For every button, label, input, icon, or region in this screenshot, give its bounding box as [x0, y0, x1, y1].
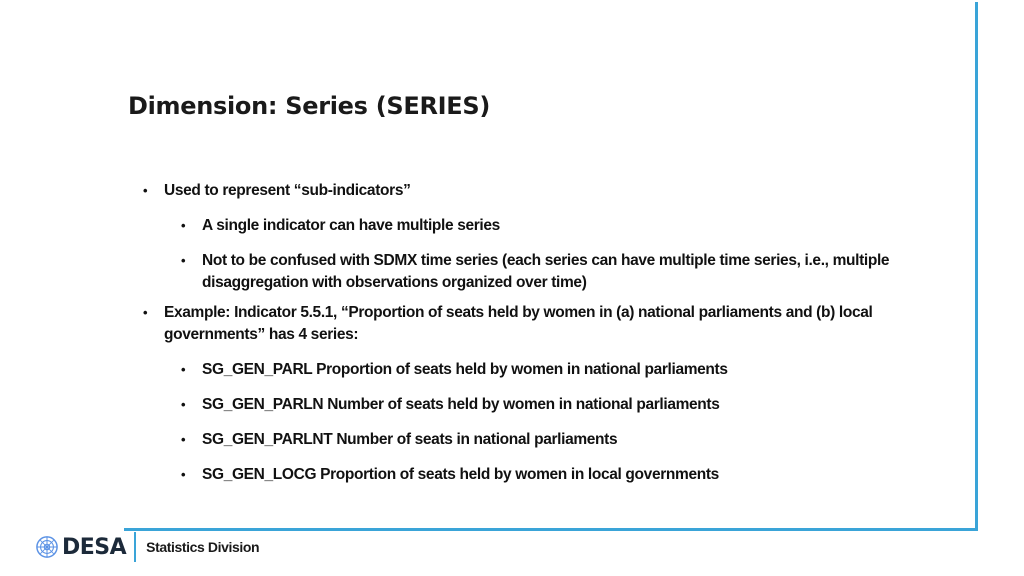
frame-line-bottom — [124, 528, 978, 531]
bullet-marker: • — [143, 305, 148, 320]
un-emblem-icon — [36, 536, 58, 558]
footer-divider — [134, 532, 136, 562]
bullet-marker: • — [181, 253, 186, 268]
slide-title: Dimension: Series (SERIES) — [128, 92, 491, 120]
sub-bullet-item — [181, 250, 933, 294]
sub-bullet-item — [181, 215, 933, 237]
bullet-text: SG_GEN_PARLN Number of seats held by women in national parliaments — [202, 396, 720, 413]
bullet-text: Used to represent “sub-indicators” — [164, 182, 411, 199]
bullet-marker: • — [181, 362, 186, 377]
bullet-marker: • — [143, 183, 148, 198]
bullet-text: SG_GEN_PARLNT Number of seats in national parliaments — [202, 431, 618, 448]
sub-bullet-item — [181, 359, 933, 381]
bullet-list — [143, 180, 933, 499]
sub-bullet-item — [181, 464, 933, 486]
bullet-text: Not to be confused with SDMX time series (each series can have multiple time series, i.e., multiple disaggregation with observations organized over time) — [202, 252, 890, 291]
bullet-marker: • — [181, 218, 186, 233]
bullet-text: Example: Indicator 5.5.1, “Proportion of seats held by women in (a) national parliaments and (b) local governments” has 4 series: — [164, 304, 873, 343]
bullet-marker: • — [181, 432, 186, 447]
bullet-item — [143, 180, 933, 202]
bullet-marker: • — [181, 467, 186, 482]
frame-line-right — [975, 2, 978, 530]
desa-logo-text: DESA — [62, 534, 127, 560]
footer-brand — [36, 532, 259, 562]
bullet-text: SG_GEN_PARL Proportion of seats held by women in national parliaments — [202, 361, 728, 378]
bullet-text: SG_GEN_LOCG Proportion of seats held by women in local governments — [202, 466, 719, 483]
division-label: Statistics Division — [146, 539, 260, 555]
bullet-marker: • — [181, 397, 186, 412]
sub-bullet-item — [181, 429, 933, 451]
bullet-text: A single indicator can have multiple series — [202, 217, 500, 234]
sub-bullet-item — [181, 394, 933, 416]
bullet-item — [143, 302, 933, 346]
